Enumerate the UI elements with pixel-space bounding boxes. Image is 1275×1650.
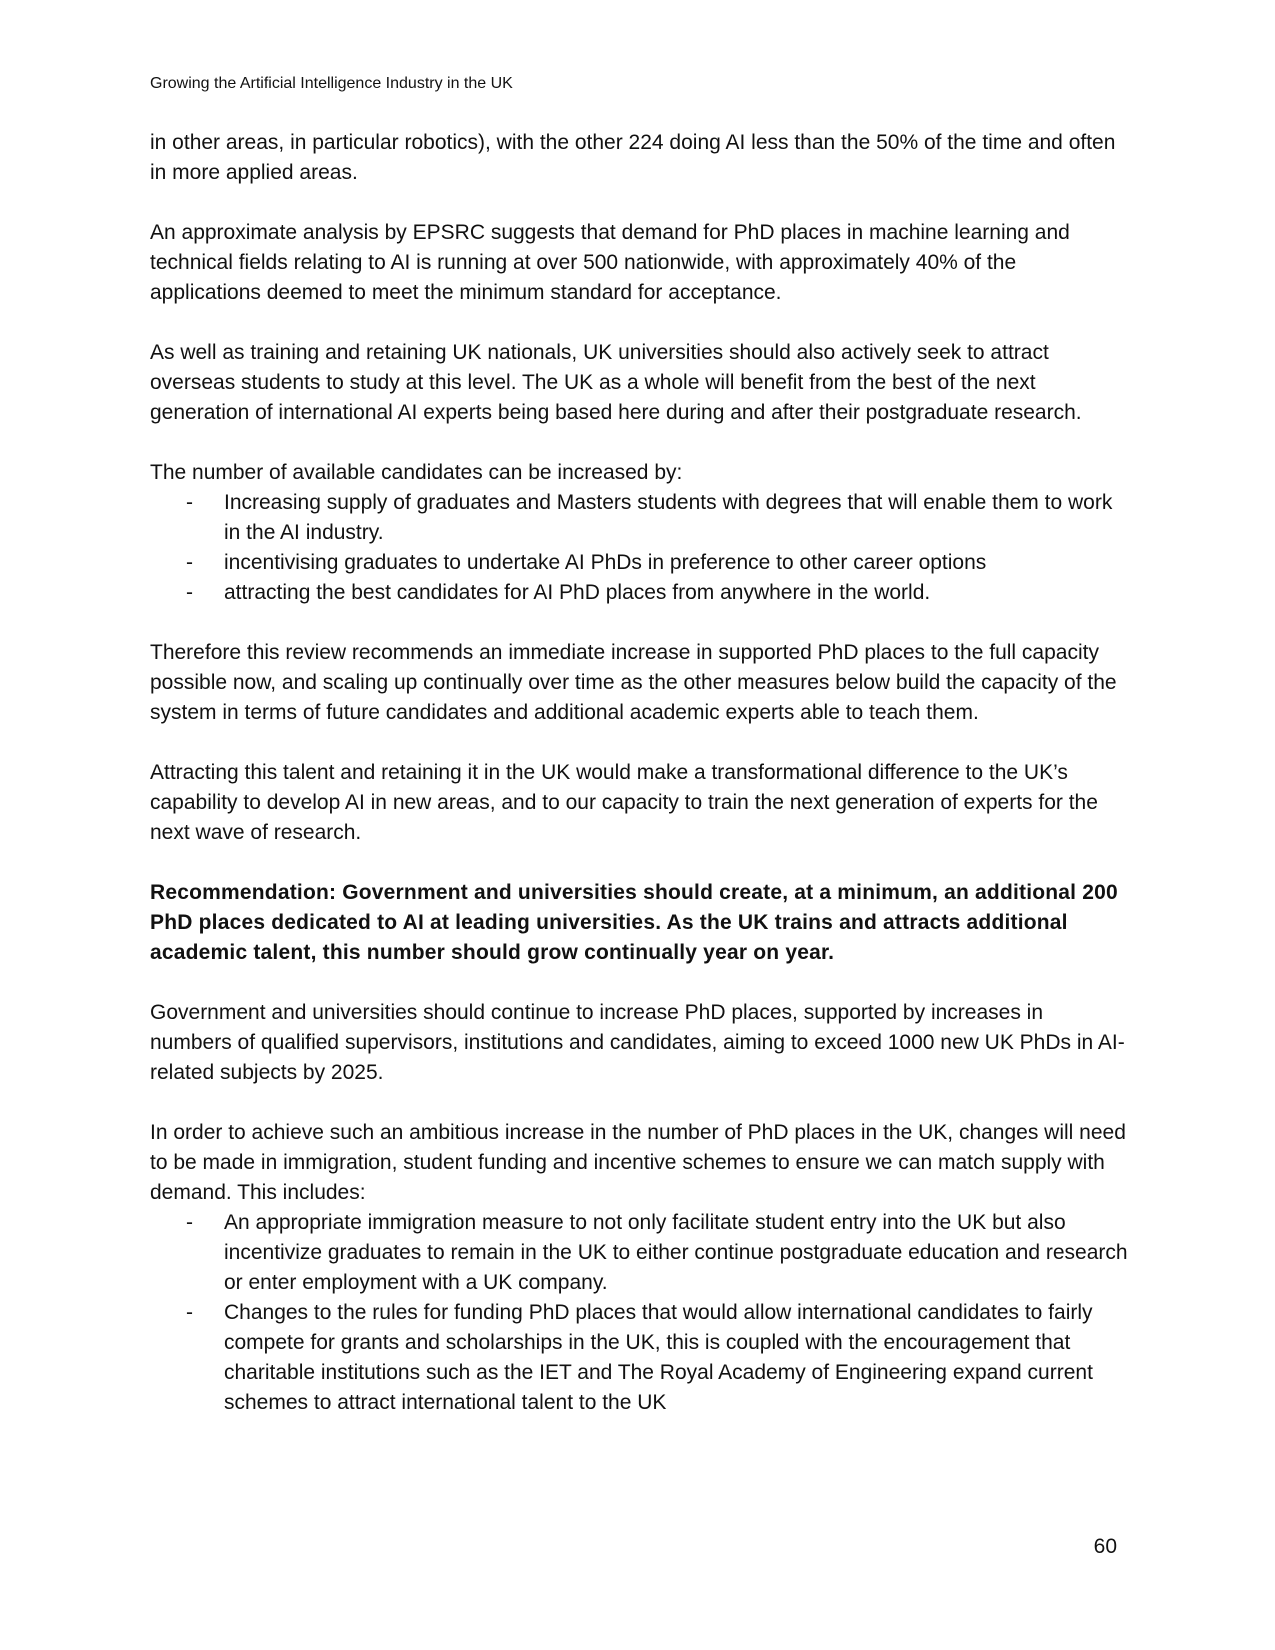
paragraph-increase-phd-places: Government and universities should continue to increase PhD places, supported by increases in numbers of qualified supervisors, institutions and candidates, aiming to exceed 1000 new UK PhDs in AI-related subjects by 2025. <box>150 1001 1125 1084</box>
list-item-text: Increasing supply of graduates and Masters students with degrees that will enable them to work in the AI industry. <box>224 491 1113 544</box>
paragraph-transformational-difference: Attracting this talent and retaining it in the UK would make a transformational difference to the UK’s capability to develop AI in new areas, and to our capacity to train the next generation of experts for the next wave of research. <box>150 761 1098 844</box>
candidates-list <box>150 488 1130 608</box>
paragraph-overseas-students: As well as training and retaining UK nationals, UK universities should also actively seek to attract overseas students to study at this level. The UK as a whole will benefit from the best of the next generation of international AI experts being based here during and after their postgraduate research. <box>150 341 1082 424</box>
list-item-text: Changes to the rules for funding PhD places that would allow international candidates to fairly compete for grants and scholarships in the UK, this is coupled with the encouragement that charitable institutions such as the IET and The Royal Academy of Engineering expand current schemes to attract international talent to the UK <box>224 1301 1093 1414</box>
paragraph-continuation: in other areas, in particular robotics), with the other 224 doing AI less than the 50% of the time and often in more applied areas. <box>150 131 1116 184</box>
paragraph-review-recommends: Therefore this review recommends an immediate increase in supported PhD places to the full capacity possible now, and scaling up continually over time as the other measures below build the capacity of the system in terms of future candidates and additional academic experts able to teach them. <box>150 641 1117 724</box>
paragraph-changes-intro: In order to achieve such an ambitious increase in the number of PhD places in the UK, changes will need to be made in immigration, student funding and incentive schemes to ensure we can match supply with demand. This includes: <box>150 1121 1126 1204</box>
list-item <box>150 1298 1130 1418</box>
paragraph-candidates-intro: The number of available candidates can be increased by: <box>150 461 683 484</box>
running-header: Growing the Artificial Intelligence Industry in the UK <box>150 75 513 92</box>
list-item-text: attracting the best candidates for AI PhD places from anywhere in the world. <box>224 581 931 604</box>
dash-bullet: - <box>186 1211 193 1234</box>
paragraph-epsrc-analysis: An approximate analysis by EPSRC suggests that demand for PhD places in machine learning and technical fields relating to AI is running at over 500 nationwide, with approximately 40% of the applications deemed to meet the minimum standard for acceptance. <box>150 221 1070 304</box>
dash-bullet: - <box>186 551 193 574</box>
dash-bullet: - <box>186 1301 193 1324</box>
list-item-text: An appropriate immigration measure to not only facilitate student entry into the UK but also incentivize graduates to remain in the UK to either continue postgraduate education and research or enter employment with a UK company. <box>224 1211 1128 1294</box>
list-item <box>150 488 1130 548</box>
list-item-text: incentivising graduates to undertake AI PhDs in preference to other career options <box>224 551 987 574</box>
list-item <box>150 1208 1130 1298</box>
changes-list <box>150 1208 1130 1418</box>
dash-bullet: - <box>186 491 193 514</box>
list-item <box>150 578 1130 608</box>
recommendation-callout: Recommendation: Government and universities should create, at a minimum, an additional 200 PhD places dedicated to AI at leading universities. As the UK trains and attracts additional academic talent, this number should grow continually year on year. <box>150 881 1118 964</box>
dash-bullet: - <box>186 581 193 604</box>
page-body <box>150 128 1130 1448</box>
list-item <box>150 548 1130 578</box>
page-number: 60 <box>1093 1535 1117 1558</box>
